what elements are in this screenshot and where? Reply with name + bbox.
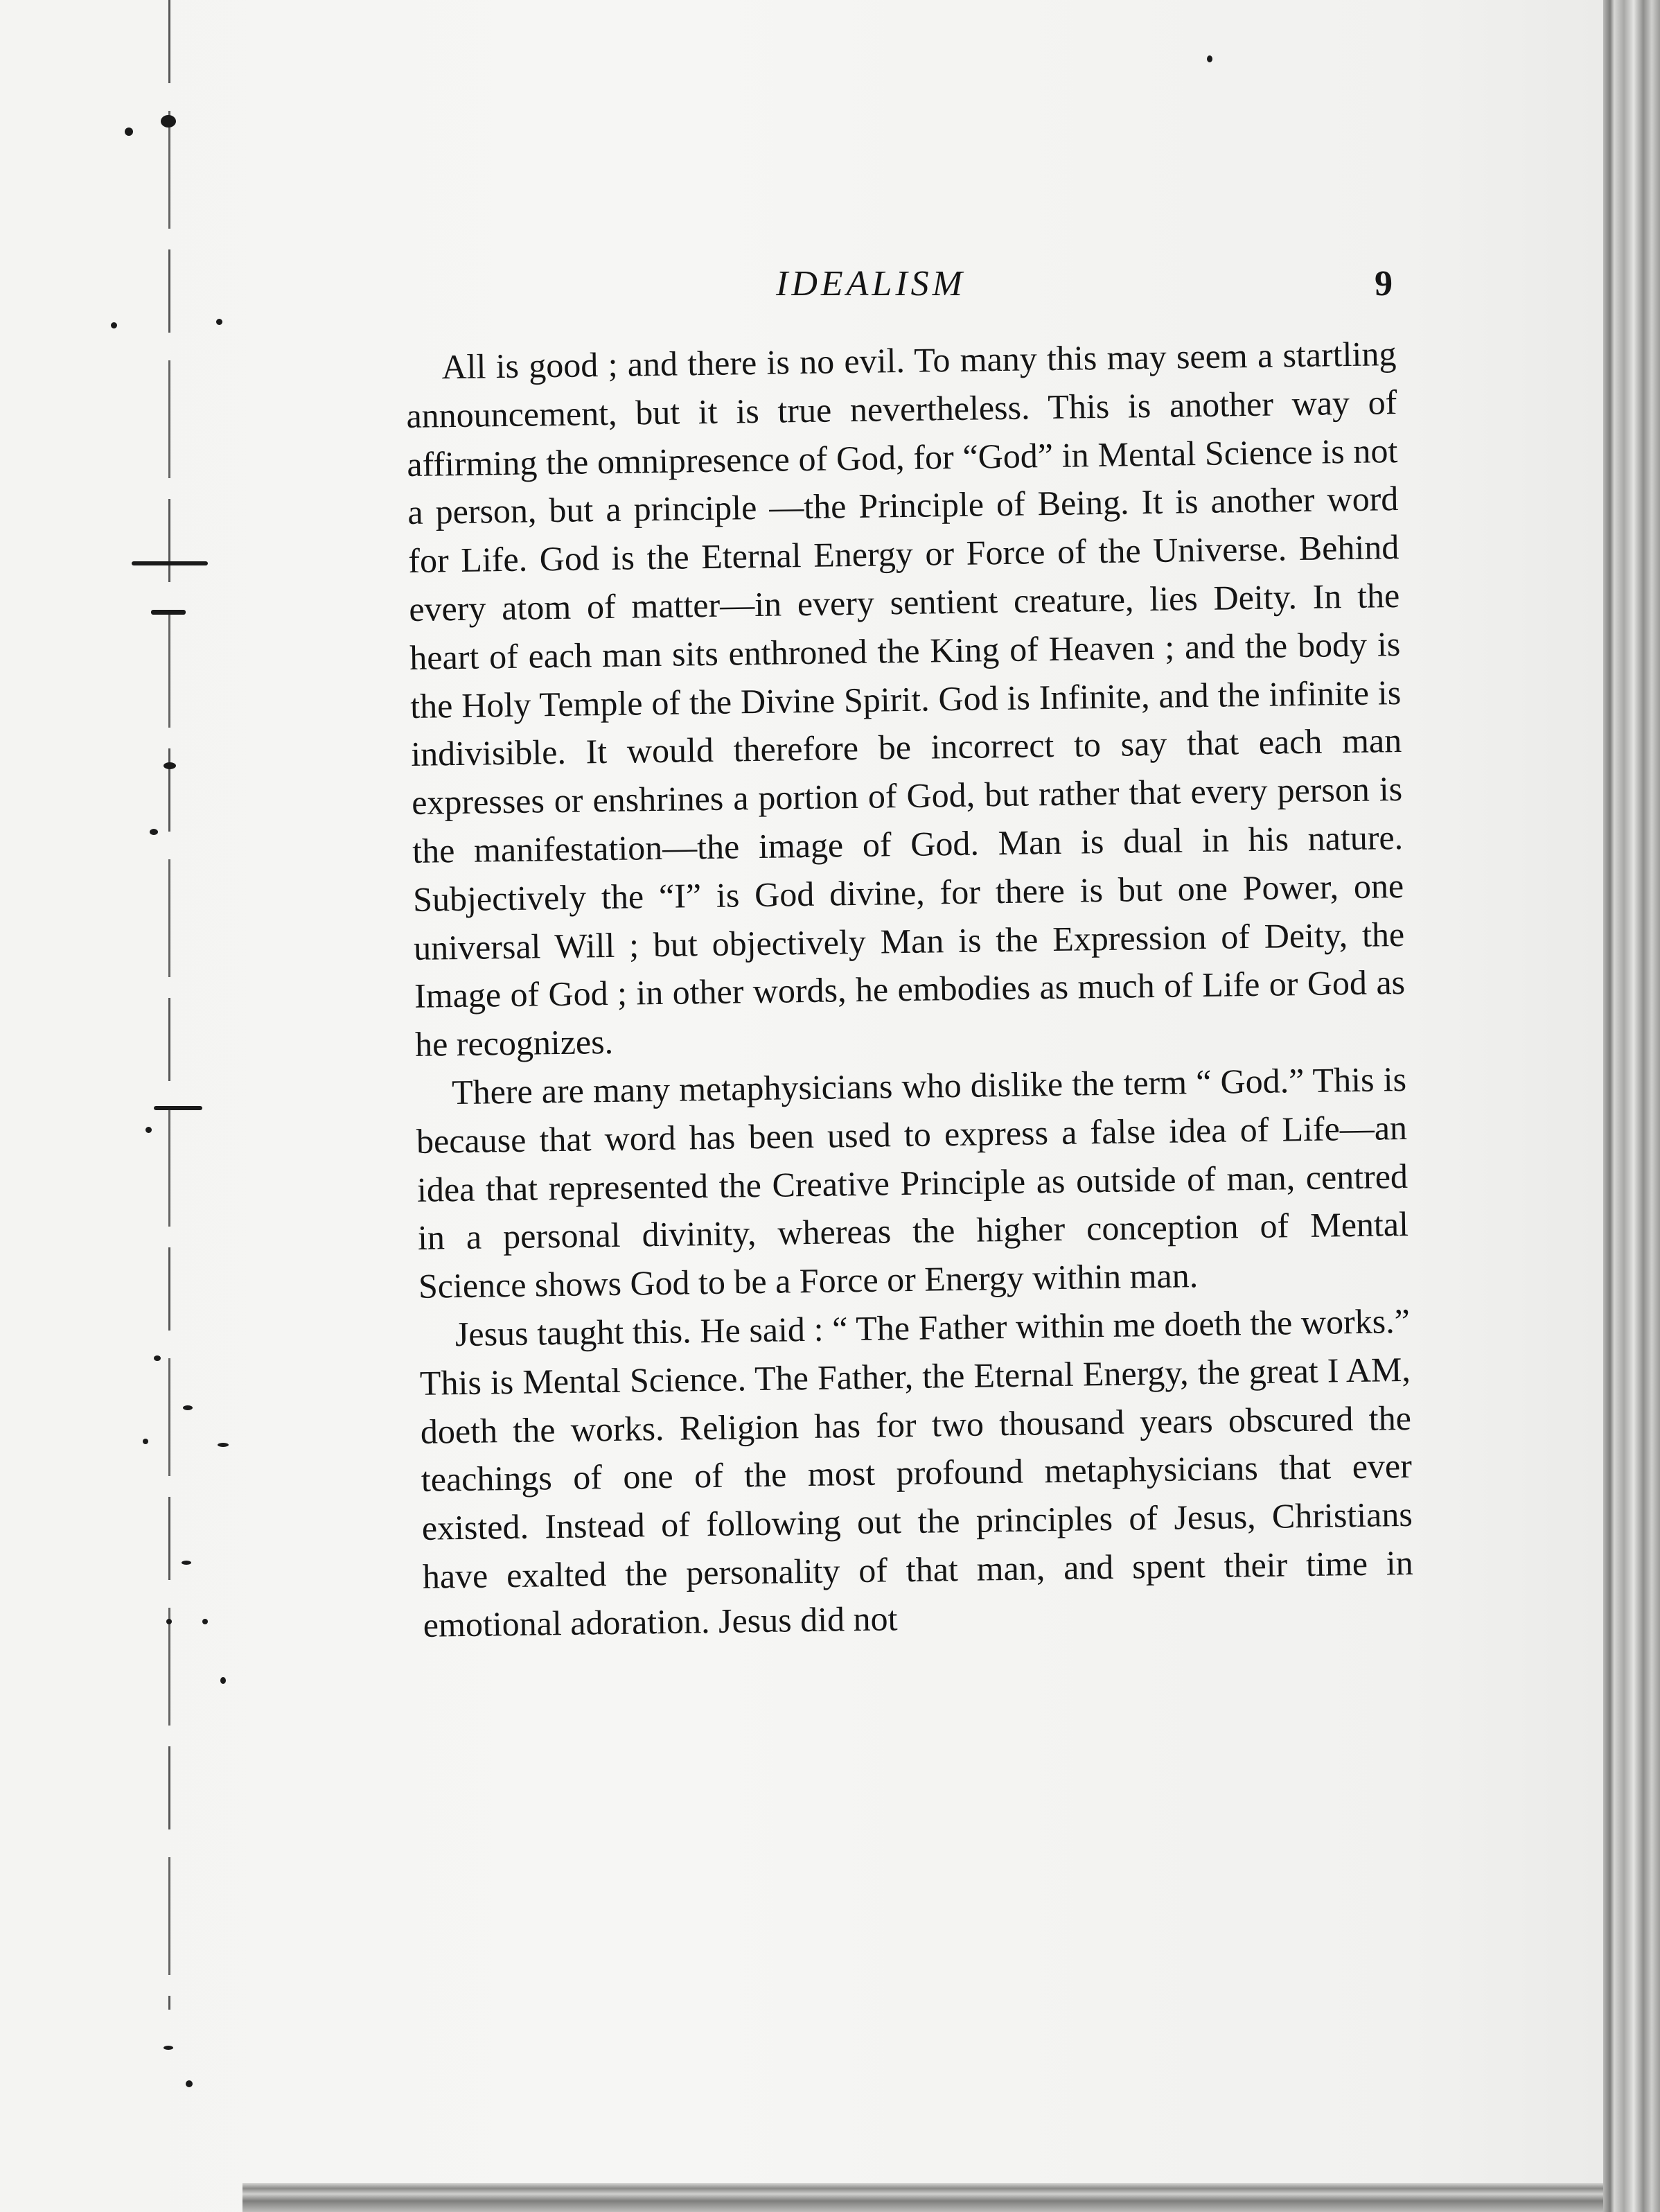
binding-mark [182, 1561, 191, 1565]
binding-mark [202, 1619, 208, 1624]
binding-mark [218, 1443, 229, 1447]
binding-mark [216, 319, 222, 325]
binding-mark [166, 1619, 172, 1624]
body-text [405, 330, 1414, 1649]
binding-mark [132, 561, 208, 565]
binding-mark [111, 322, 117, 328]
binding-mark [186, 2080, 193, 2087]
running-head: IDEALISM [776, 264, 966, 304]
binding-mark [1207, 55, 1212, 62]
binding-mark [150, 829, 158, 835]
book-bottom-edge [242, 2183, 1603, 2212]
binding-mark [145, 1127, 152, 1133]
binding-mark [183, 1405, 193, 1410]
binding-mark [154, 1106, 202, 1110]
binding-mark [164, 762, 176, 769]
binding-mark [220, 1677, 226, 1684]
binding-mark [154, 1355, 161, 1361]
paragraph: There are many metaphysicians who dislike the term “ God.” This is because that word has been used to express a false idea of Life—an idea that represented the Creative Principle as outside of man, centred in a personal divinity, whereas the higher conception of Mental Science shows God to be a Force or Energy within man. [416, 1059, 1409, 1306]
binding-mark [143, 1439, 148, 1444]
binding-mark [151, 610, 186, 615]
page-number: 9 [1375, 264, 1393, 304]
binding-gutter-line [168, 0, 170, 2010]
page-header [402, 263, 1393, 319]
binding-mark [164, 2046, 173, 2050]
paragraph: Jesus taught this. He said : “ The Father within me doeth the works.” This is Mental Science. The Father, the Eternal Energy, the great I AM, doeth the works. Religion has for two thousand years obscured the teachings of one of the most profound metaphysicians that ever existed. Instead of following out the principles of Jesus, Christians have exalted the personality of that man, and spent their time in emotional adoration. Jesus did not [419, 1301, 1414, 1644]
book-cover-edge [1603, 0, 1660, 2212]
paragraph: All is good ; and there is no evil. To many this may seem a startling announcement, but it is true nevertheless. This is another way of affirming the omnipresence of God, for “God” in Mental Science is not a person, but a principle —the Principle of Being. It is another word for Life. God is the Eternal Energy or Force of the Universe. Behind every atom of matter—in every sentient creature, lies Deity. In the heart of each man sits enthroned the King of Heaven ; and the body is the Holy Temple of the Divine Spirit. God is Infinite, and the infinite is indivisible. It would therefore be incorrect to say that each man expresses or enshrines a portion of God, but rather that every person is the manifestation—the image of God. Man is dual in his nature. Subjectively the “I” is God divine, for there is but one Power, one universal Will ; but objectively Man is the Expression of Deity, the Image of God ; in other words, he embodies as much of Life or God as he recognizes. [406, 334, 1406, 1064]
binding-mark [161, 115, 176, 128]
binding-mark [125, 128, 133, 136]
